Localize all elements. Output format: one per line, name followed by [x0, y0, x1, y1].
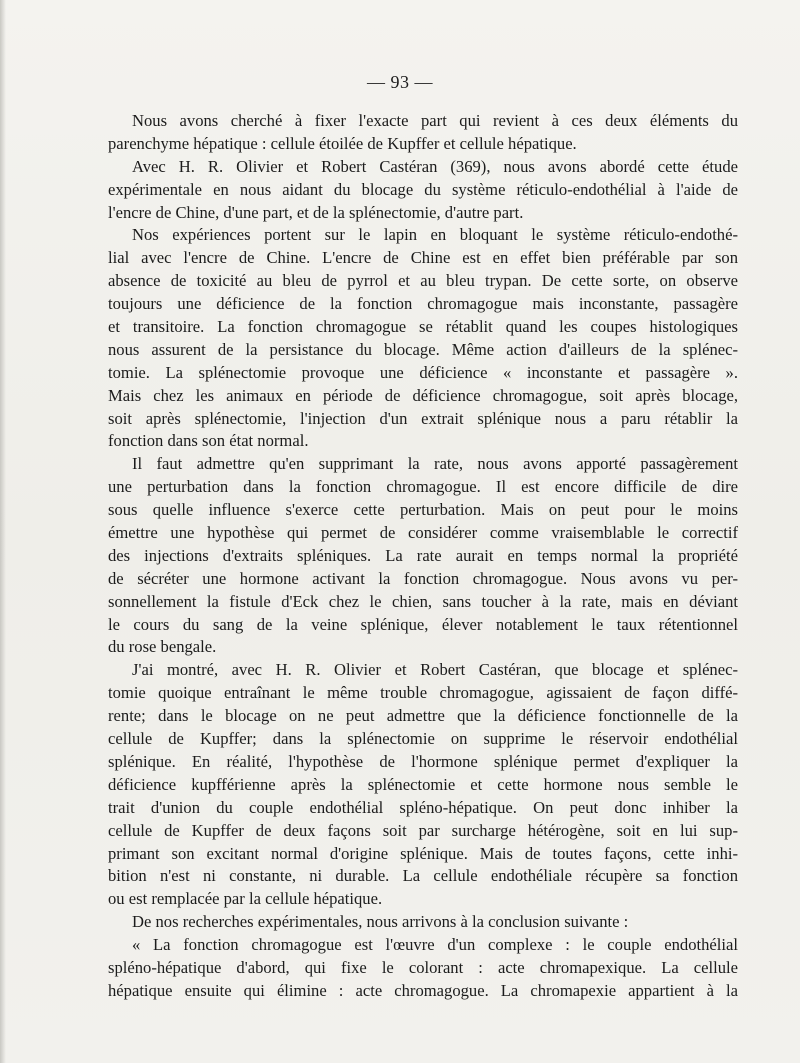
text-line: bition n'est ni constante, ni durable. La cellule endothéliale récupère sa fonction	[108, 866, 738, 886]
text-line: spléno-hépatique d'abord, qui fixe le colorant : acte chromapexique. La cellule	[108, 957, 738, 977]
text-line: J'ai montré, avec H. R. Olivier et Robert Castéran, que blocage et splénec-	[132, 660, 738, 680]
text-line: lial avec l'encre de Chine. L'encre de Chine est en effet bien préférable par son	[108, 248, 738, 268]
text-line: le cours du sang de la veine splénique, élever notablement le taux rétentionnel	[108, 614, 738, 634]
text-line: tomie. La splénectomie provoque une déficience « inconstante et passagère ».	[108, 362, 738, 382]
page-edge-shadow	[0, 0, 6, 1063]
text-line: et transitoire. La fonction chromagogue se rétablit quand les coupes histologiques	[108, 317, 738, 337]
text-line: trait d'union du couple endothélial spléno-hépatique. On peut donc inhiber la	[108, 797, 738, 817]
text-line: « La fonction chromagogue est l'œuvre d'un complexe : le couple endothélial	[132, 935, 738, 955]
text-line: rente; dans le blocage on ne peut admettre que la déficience fonctionnelle de la	[108, 706, 738, 726]
body-text	[108, 110, 738, 1003]
text-line: nous assurent de la persistance du blocage. Même action d'ailleurs de la splénec-	[108, 339, 738, 359]
text-line: sonnellement la fistule d'Eck chez le chien, sans toucher à la rate, mais en déviant	[108, 591, 738, 611]
page-number: — 93 —	[367, 72, 433, 92]
text-line: Mais chez les animaux en période de déficience chromagogue, soit après blocage,	[108, 385, 738, 405]
text-line: cellule de Kupffer de deux façons soit par surcharge hétérogène, soit en lui sup-	[108, 820, 738, 840]
text-line: tomie quoique entraînant le même trouble chromagogue, agissaient de façon diffé-	[108, 683, 738, 703]
text-line: splénique. En réalité, l'hypothèse de l'hormone splénique permet d'expliquer la	[108, 751, 738, 771]
text-line: cellule de Kupffer; dans la splénectomie on supprime le réservoir endothélial	[108, 729, 738, 749]
text-line: déficience kupfférienne après la splénectomie et cette hormone nous semble le	[108, 774, 738, 794]
text-line: expérimentale en nous aidant du blocage du système réticulo-endothélial à l'aide de	[108, 179, 738, 199]
text-line: ou est remplacée par la cellule hépatique.	[108, 889, 383, 909]
text-line: absence de toxicité au bleu de pyrrol et au bleu trypan. De cette sorte, on observe	[108, 271, 738, 291]
text-line: des injections d'extraits spléniques. La rate aurait en temps normal la propriété	[108, 545, 738, 565]
text-line: l'encre de Chine, d'une part, et de la splénectomie, d'autre part.	[108, 202, 524, 222]
text-line: Nos expériences portent sur le lapin en bloquant le système réticulo-endothé-	[132, 225, 738, 245]
text-line: sous quelle influence s'exerce cette perturbation. Mais on peut pour le moins	[108, 500, 738, 520]
text-line: Nous avons cherché à fixer l'exacte part qui revient à ces deux éléments du	[132, 111, 738, 130]
text-line: une perturbation dans la fonction chromagogue. Il est encore difficile de dire	[108, 477, 738, 497]
text-line: hépatique ensuite qui élimine : acte chromagogue. La chromapexie appartient à la	[108, 980, 738, 1000]
text-line: toujours une déficience de la fonction chromagogue mais inconstante, passagère	[108, 294, 738, 314]
text-line: du rose bengale.	[108, 637, 217, 657]
text-line: de sécréter une hormone activant la fonction chromagogue. Nous avons vu per-	[108, 568, 738, 588]
text-line: Il faut admettre qu'en supprimant la rate, nous avons apporté passagèrement	[132, 454, 738, 474]
text-line: soit après splénectomie, l'injection d'un extrait splénique nous a paru rétablir la	[108, 408, 738, 428]
text-line: primant son excitant normal d'origine splénique. Mais de toutes façons, cette inhi-	[108, 843, 738, 863]
text-line: parenchyme hépatique : cellule étoilée de Kupffer et cellule hépatique.	[108, 133, 577, 153]
text-line: Avec H. R. Olivier et Robert Castéran (369), nous avons abordé cette étude	[132, 156, 738, 176]
text-line: fonction dans son état normal.	[108, 431, 309, 451]
text-line: émettre une hypothèse qui permet de considérer comme vraisemblable le correctif	[108, 523, 738, 543]
text-line: De nos recherches expérimentales, nous arrivons à la conclusion suivante :	[132, 912, 629, 932]
